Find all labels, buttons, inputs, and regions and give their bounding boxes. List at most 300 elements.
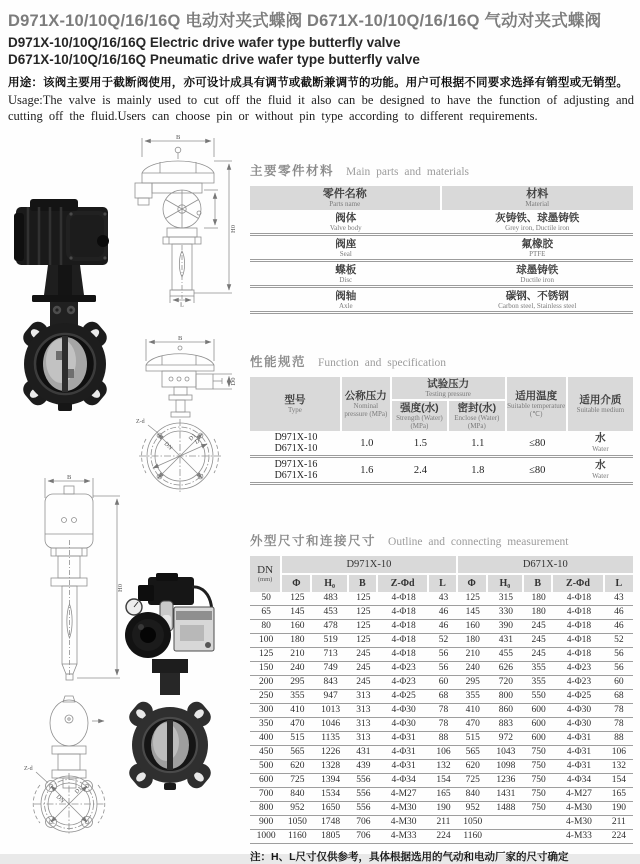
dims-dn-cell: 600	[250, 774, 282, 788]
material-name-cn: 灰铸铁、球墨铸铁	[495, 212, 580, 224]
material-part-en: Disc	[339, 276, 353, 284]
spec-header-type	[250, 377, 342, 431]
dims-row	[250, 592, 633, 606]
dims-cell: 4-Φ31	[378, 760, 429, 774]
dims-row	[250, 704, 633, 718]
dims-cell: 68	[429, 690, 457, 704]
dims-cell: 240	[282, 662, 312, 676]
dims-cell: 620	[282, 760, 312, 774]
dims-cell: 4-Φ31	[378, 732, 429, 746]
dims-cell: 60	[429, 676, 457, 690]
dims-cell: 800	[488, 690, 524, 704]
materials-header-part	[250, 186, 442, 210]
spec-type	[250, 431, 342, 458]
dims-header-group2: D671X-10	[458, 556, 633, 575]
usage-text-cn: 用途：该阀主要用于截断阀使用，亦可设计成具有调节或截断兼调节的功能。用户可根据不同要求选择有销型或无销型。	[8, 77, 629, 89]
dims-cell: 160	[282, 620, 312, 634]
dim-label-h0: H0	[117, 584, 124, 592]
dims-dn-cell: 800	[250, 802, 282, 816]
material-part-en: Seal	[339, 250, 352, 258]
dims-cell: 750	[524, 746, 553, 760]
dims-cell: 4-Φ18	[553, 592, 604, 606]
dims-cell: 43	[429, 592, 457, 606]
header-en: Parts name	[329, 200, 361, 208]
dims-cell: 565	[458, 746, 488, 760]
dims-cell: 224	[429, 830, 457, 844]
dims-dn-cell: 125	[250, 648, 282, 662]
dims-cell: 46	[429, 620, 457, 634]
dims-cell: 860	[488, 704, 524, 718]
dim-label-b: B	[178, 335, 183, 342]
dims-cell: 4-Φ31	[553, 746, 604, 760]
dims-cell: 180	[282, 634, 312, 648]
dims-cell: 295	[282, 676, 312, 690]
spec-type-line: D671X-16	[274, 470, 318, 481]
dims-cell: 4-Φ30	[553, 718, 604, 732]
dims-cell: 556	[349, 788, 378, 802]
dims-cell: 180	[524, 592, 553, 606]
dims-cell: 78	[605, 718, 633, 732]
header-en: Nominal pressure (MPa)	[344, 402, 388, 418]
dims-row	[250, 648, 633, 662]
dims-cell: 4-Φ18	[553, 634, 604, 648]
dims-cell: 60	[605, 676, 633, 690]
dims-dn-cell: 450	[250, 746, 282, 760]
dims-cell: 46	[429, 606, 457, 620]
header-cn: 公称压力	[344, 390, 387, 402]
dims-cell: 330	[488, 606, 524, 620]
dims-subheader-phi: Φ	[282, 575, 312, 592]
dim-label-h0: H0	[230, 225, 237, 233]
dims-cell: 470	[458, 718, 488, 732]
subtitle-pneumatic: D671X-10/10Q/16/16Q Pneumatic drive wafer type butterfly valve	[8, 51, 420, 67]
dims-cell: 565	[282, 746, 312, 760]
dims-cell: 125	[282, 592, 312, 606]
dims-cell: 4-Φ31	[553, 732, 604, 746]
dims-cell: 972	[488, 732, 524, 746]
material-name-en: PTFE	[529, 250, 546, 258]
dims-cell: 4-M27	[553, 788, 604, 802]
dims-cell: 180	[524, 606, 553, 620]
pneumatic-valve-drawing	[134, 333, 238, 503]
dims-cell: 154	[605, 774, 633, 788]
dims-cell: 46	[605, 620, 633, 634]
dims-cell: 132	[429, 760, 457, 774]
dims-cell: 1431	[488, 788, 524, 802]
header-en: Enclose (Water) (MPa)	[454, 414, 500, 430]
dims-cell: 1013	[312, 704, 348, 718]
dims-cell	[524, 830, 553, 844]
dims-cell: 43	[605, 592, 633, 606]
section-title-materials	[250, 161, 633, 183]
dims-cell: 515	[458, 732, 488, 746]
spec-header-temperature	[507, 377, 568, 431]
dims-cell	[524, 816, 553, 830]
material-part-cn: 阀轴	[335, 290, 357, 302]
dims-cell: 4-Φ18	[553, 648, 604, 662]
dims-cell: 1805	[312, 830, 348, 844]
dims-dn-cell: 400	[250, 732, 282, 746]
material-part	[250, 288, 442, 314]
spec-enclose: 1.1	[449, 431, 506, 458]
dims-cell: 431	[349, 746, 378, 760]
dims-cell: 56	[429, 662, 457, 676]
material-part-en: Axle	[338, 302, 353, 310]
spec-type-line: D671X-10	[274, 443, 318, 454]
materials-header-material	[442, 186, 634, 210]
dims-cell: 478	[312, 620, 348, 634]
dims-cell: 4-Φ30	[378, 704, 429, 718]
dims-cell: 453	[312, 606, 348, 620]
section-title-dimensions	[250, 531, 633, 553]
valve-front-elevation-drawing	[14, 470, 126, 836]
dims-cell: 78	[429, 718, 457, 732]
dims-cell: 245	[524, 620, 553, 634]
dims-cell: 713	[312, 648, 348, 662]
dims-dn-cell: 200	[250, 676, 282, 690]
dims-subheader-phi: Φ	[458, 575, 488, 592]
dims-row	[250, 676, 633, 690]
section-title-cn: 外型尺寸和连接尺寸	[250, 534, 377, 548]
dims-cell: 706	[349, 816, 378, 830]
dims-row	[250, 606, 633, 620]
tables-column	[250, 125, 633, 864]
dim-label-zd: Z-d	[24, 766, 33, 772]
dims-cell: 4-Φ30	[378, 718, 429, 732]
dims-dn-cell: 50	[250, 592, 282, 606]
header-cn: 试验压力	[427, 378, 470, 390]
dims-cell: 952	[282, 802, 312, 816]
header-en: Material	[525, 200, 550, 208]
dim-label-l: L	[180, 301, 184, 309]
dims-cell	[488, 816, 524, 830]
header-en: Suitable medium	[576, 406, 625, 414]
dims-cell: 4-M33	[378, 830, 429, 844]
dims-cell: 4-M33	[553, 830, 604, 844]
section-title-en: Outline and connecting measurement	[388, 536, 569, 548]
section-title-en: Function and specification	[318, 357, 447, 369]
dims-dn-cell: 500	[250, 760, 282, 774]
dims-cell: 355	[524, 676, 553, 690]
dims-row	[250, 634, 633, 648]
dims-row	[250, 774, 633, 788]
header-cn: 适用温度	[515, 390, 558, 402]
dims-cell: 355	[282, 690, 312, 704]
dims-cell	[488, 830, 524, 844]
dims-cell: 315	[488, 592, 524, 606]
dims-cell: 4-Φ18	[553, 620, 604, 634]
materials-row	[250, 262, 633, 288]
dims-cell: 4-Φ18	[378, 606, 429, 620]
materials-row	[250, 210, 633, 236]
dims-cell: 88	[605, 732, 633, 746]
dims-cell: 483	[312, 592, 348, 606]
dims-dn-cell: 250	[250, 690, 282, 704]
dims-cell: 1160	[282, 830, 312, 844]
dims-cell: 1160	[458, 830, 488, 844]
dims-cell: 840	[458, 788, 488, 802]
dims-subheader-l: L	[429, 575, 457, 592]
dims-cell: 4-M30	[553, 802, 604, 816]
dims-header-group1: D971X-10	[282, 556, 457, 575]
dims-cell: 455	[488, 648, 524, 662]
dims-cell: 1328	[312, 760, 348, 774]
dims-cell: 245	[349, 648, 378, 662]
dims-cell: 720	[488, 676, 524, 690]
dims-cell: 1748	[312, 816, 348, 830]
dim-label-d0: D0	[230, 377, 237, 386]
electric-valve-photo	[14, 183, 116, 415]
spec-temperature: ≤80	[507, 458, 568, 485]
dims-cell: 245	[349, 676, 378, 690]
dim-label-d1: D1	[188, 432, 198, 443]
material-name-en: Grey iron, Ductile iron	[505, 224, 570, 232]
dims-cell: 4-Φ25	[378, 690, 429, 704]
spec-strength: 2.4	[392, 458, 449, 485]
dims-cell: 725	[282, 774, 312, 788]
dims-cell: 725	[458, 774, 488, 788]
subtitle-electric: D971X-10/10Q/16/16Q Electric drive wafer type butterfly valve	[8, 35, 401, 50]
dims-cell: 431	[488, 634, 524, 648]
material-name	[442, 262, 634, 288]
dims-cell: 145	[282, 606, 312, 620]
dims-cell: 355	[524, 662, 553, 676]
spec-medium	[568, 458, 633, 485]
dims-cell: 843	[312, 676, 348, 690]
material-name-cn: 球墨铸铁	[516, 264, 559, 276]
dims-cell: 68	[605, 690, 633, 704]
dims-cell: 390	[488, 620, 524, 634]
dims-dn-cell: 65	[250, 606, 282, 620]
dims-cell: 750	[524, 774, 553, 788]
dims-cell: 46	[605, 606, 633, 620]
dims-cell: 245	[524, 634, 553, 648]
spec-row	[250, 458, 633, 485]
header-cn: 零件名称	[322, 188, 367, 200]
section-title-en: Main parts and materials	[346, 166, 470, 178]
dims-cell: 439	[349, 760, 378, 774]
dims-cell: 56	[605, 648, 633, 662]
spec-row	[250, 431, 633, 458]
dims-cell: 749	[312, 662, 348, 676]
dims-row	[250, 662, 633, 676]
header-cn: 适用介质	[579, 394, 622, 406]
dims-cell: 125	[458, 592, 488, 606]
dims-cell: 4-Φ31	[378, 746, 429, 760]
dims-cell: 52	[429, 634, 457, 648]
dims-cell: 106	[429, 746, 457, 760]
footnote: 注：H、L尺寸仅供参考，具体根据选用的气动和电动厂家的尺寸确定	[250, 851, 569, 863]
header-dn-unit: (mm)	[257, 576, 273, 583]
dims-cell: 1046	[312, 718, 348, 732]
spec-medium-en: Water	[592, 472, 609, 480]
electric-valve-side-drawing	[126, 131, 238, 307]
dims-cell: 626	[488, 662, 524, 676]
dims-cell: 1650	[312, 802, 348, 816]
dims-dn-cell: 1000	[250, 830, 282, 844]
material-name	[442, 236, 634, 262]
dims-cell: 88	[429, 732, 457, 746]
materials-table	[250, 186, 633, 314]
dims-cell: 190	[429, 802, 457, 816]
dims-cell: 4-Φ18	[553, 606, 604, 620]
dims-dn-cell: 80	[250, 620, 282, 634]
dims-row	[250, 830, 633, 844]
material-part	[250, 210, 442, 236]
spec-medium-cn: 水	[595, 433, 606, 444]
materials-row	[250, 236, 633, 262]
usage-text-en: Usage:The valve is mainly used to cut off the fluid it also can be designed to have the function of adjusting and cutting off the fluid.Users can choose pin or without pin type according to different requirements.	[8, 93, 634, 123]
dims-cell: 600	[524, 718, 553, 732]
dims-cell: 410	[458, 704, 488, 718]
dims-row	[250, 802, 633, 816]
section-title-spec	[250, 352, 633, 374]
pneumatic-valve-photo	[122, 573, 218, 815]
material-name-cn: 碳钢、不锈钢	[505, 290, 569, 302]
dims-cell: 4-Φ34	[553, 774, 604, 788]
header-en: Type	[288, 406, 302, 414]
dims-cell: 706	[349, 830, 378, 844]
dims-dn-cell: 100	[250, 634, 282, 648]
dims-subheader-b: B	[524, 575, 553, 592]
dims-cell: 4-M30	[553, 816, 604, 830]
spec-medium-en: Water	[592, 445, 609, 453]
spec-nominal: 1.0	[342, 431, 392, 458]
dims-cell: 355	[458, 690, 488, 704]
dims-cell: 56	[429, 648, 457, 662]
dims-cell: 180	[458, 634, 488, 648]
dims-cell: 600	[524, 704, 553, 718]
spec-medium	[568, 431, 633, 458]
spec-medium-cn: 水	[595, 460, 606, 471]
dims-cell: 4-Φ18	[378, 648, 429, 662]
dims-cell: 52	[605, 634, 633, 648]
header-en: Suitable temperature (℃)	[507, 402, 566, 418]
header-dn-label: DN	[257, 564, 274, 576]
header-en: Strength (Water) (MPa)	[396, 414, 443, 430]
dims-cell: 125	[349, 620, 378, 634]
page-title: D971X-10/10Q/16/16Q 电动对夹式蝶阀 D671X-10/10Q/16/16Q 气动对夹式蝶阀	[8, 12, 602, 30]
dims-cell: 125	[349, 606, 378, 620]
dims-dn-cell: 150	[250, 662, 282, 676]
material-name	[442, 210, 634, 236]
section-title-cn: 主要零件材料	[250, 164, 335, 178]
dims-cell: 4-Φ30	[553, 704, 604, 718]
dim-label-d1: D1	[74, 785, 84, 796]
material-name-en: Ductile iron	[520, 276, 555, 284]
dims-header-dn	[250, 556, 282, 592]
dims-subheader-h0: H₀	[312, 575, 348, 592]
dims-cell: 1236	[488, 774, 524, 788]
dims-cell: 4-Φ34	[378, 774, 429, 788]
dims-cell: 295	[458, 676, 488, 690]
dims-cell: 4-M30	[378, 802, 429, 816]
dims-cell: 245	[524, 648, 553, 662]
dims-cell: 132	[605, 760, 633, 774]
dims-cell: 165	[429, 788, 457, 802]
dims-cell: 1050	[282, 816, 312, 830]
dims-cell: 160	[458, 620, 488, 634]
dims-dn-cell: 350	[250, 718, 282, 732]
spec-header-nominal	[342, 377, 392, 431]
dims-cell: 952	[458, 802, 488, 816]
spec-table	[250, 377, 633, 485]
page-header	[8, 7, 634, 124]
dims-cell: 4-Φ23	[553, 662, 604, 676]
dim-label-zd: Z-d	[136, 419, 145, 425]
material-part	[250, 262, 442, 288]
dims-cell: 313	[349, 732, 378, 746]
dims-cell: 1050	[458, 816, 488, 830]
dims-cell: 165	[605, 788, 633, 802]
dims-cell: 78	[605, 704, 633, 718]
dims-cell: 750	[524, 788, 553, 802]
dims-cell: 56	[605, 662, 633, 676]
dims-cell: 78	[429, 704, 457, 718]
dims-cell: 556	[349, 774, 378, 788]
dims-dn-cell: 300	[250, 704, 282, 718]
spec-header-testing	[392, 377, 507, 401]
dims-cell: 620	[458, 760, 488, 774]
dims-subheader-l: L	[605, 575, 633, 592]
spec-header-enclose	[449, 401, 506, 431]
material-name-cn: 氟橡胶	[521, 238, 553, 250]
spec-type-line: D971X-10	[274, 432, 318, 443]
dims-cell: 4-M27	[378, 788, 429, 802]
dims-cell: 840	[282, 788, 312, 802]
dim-label-dn: DN	[162, 441, 173, 452]
spec-strength: 1.5	[392, 431, 449, 458]
dims-cell: 947	[312, 690, 348, 704]
dims-cell: 4-Φ18	[378, 634, 429, 648]
dim-label-b: B	[176, 134, 181, 141]
dims-cell: 4-Φ31	[553, 760, 604, 774]
dims-cell: 515	[282, 732, 312, 746]
dims-cell: 556	[349, 802, 378, 816]
dims-cell: 4-Φ18	[378, 592, 429, 606]
dims-cell: 750	[524, 802, 553, 816]
dims-cell: 1098	[488, 760, 524, 774]
dims-cell: 313	[349, 690, 378, 704]
dims-cell: 1534	[312, 788, 348, 802]
dims-cell: 4-Φ23	[378, 676, 429, 690]
dims-cell: 125	[349, 592, 378, 606]
material-part-cn: 阀体	[335, 212, 357, 224]
dims-subheader-b: B	[349, 575, 378, 592]
header-cn: 型号	[284, 394, 306, 406]
dims-cell: 224	[605, 830, 633, 844]
dims-cell: 4-Φ25	[553, 690, 604, 704]
dims-cell: 883	[488, 718, 524, 732]
dims-row	[250, 718, 633, 732]
dims-cell: 240	[458, 662, 488, 676]
spec-nominal: 1.6	[342, 458, 392, 485]
dims-cell: 106	[605, 746, 633, 760]
dims-dn-cell: 700	[250, 788, 282, 802]
dims-cell: 145	[458, 606, 488, 620]
dims-dn-cell: 900	[250, 816, 282, 830]
material-name-en: Carbon steel, Stainless steel	[498, 302, 577, 310]
dims-cell: 4-Φ18	[378, 620, 429, 634]
dims-cell: 154	[429, 774, 457, 788]
dims-cell: 245	[349, 662, 378, 676]
dim-label-b: B	[67, 474, 72, 481]
illustrations-column	[0, 125, 248, 854]
spec-type-line: D971X-16	[274, 459, 318, 470]
dims-row	[250, 620, 633, 634]
dims-cell: 1394	[312, 774, 348, 788]
spec-header-strength	[392, 401, 449, 431]
